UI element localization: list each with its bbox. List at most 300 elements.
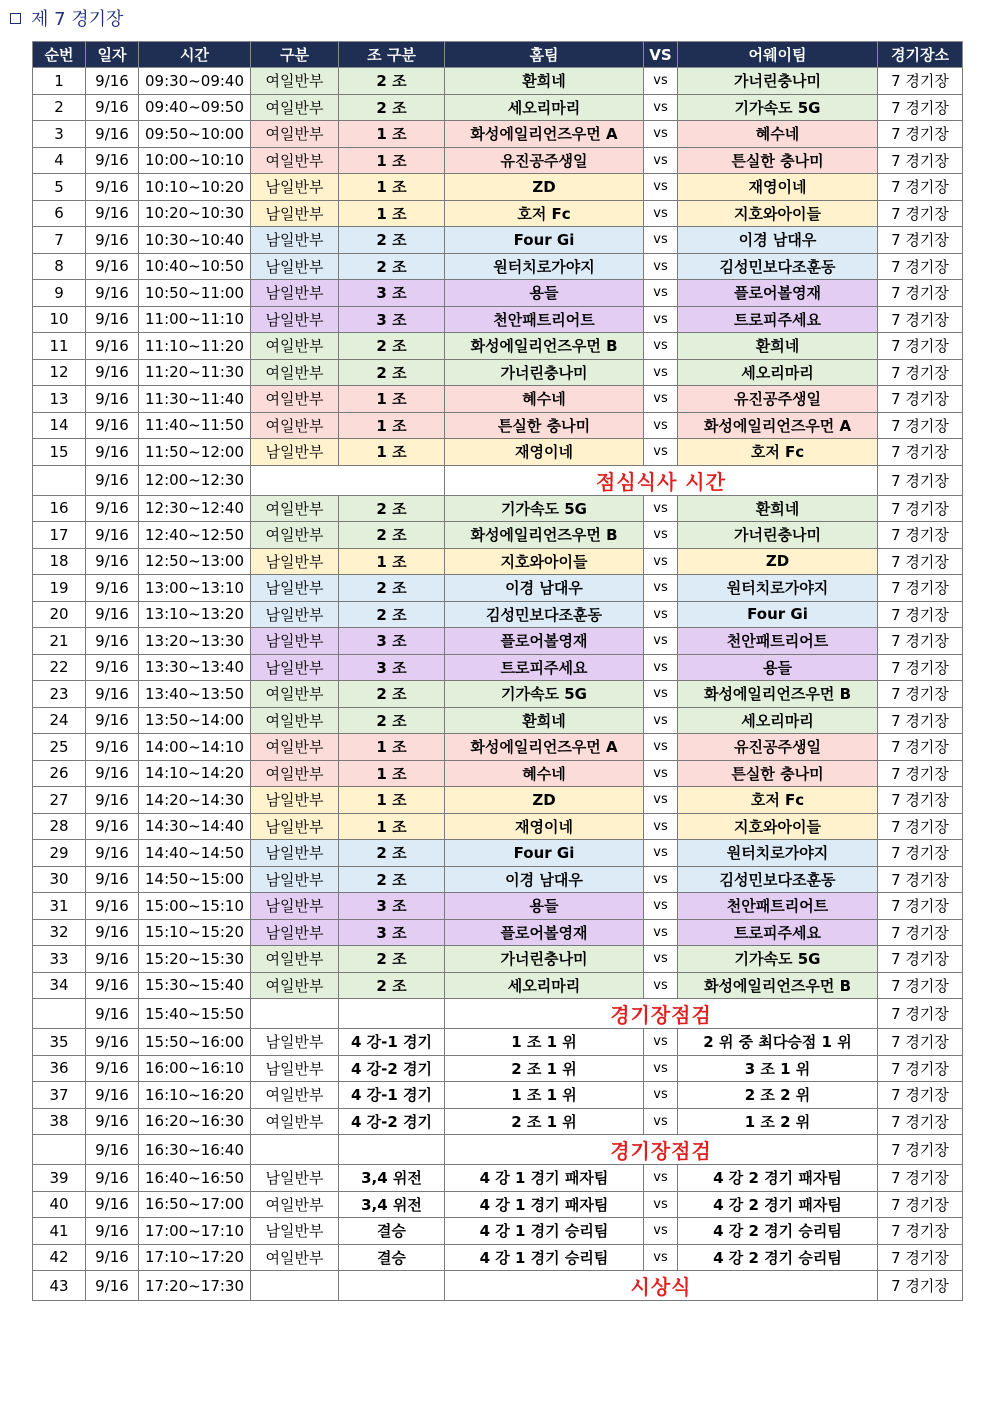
cell-group: 결승 xyxy=(339,1218,445,1245)
table-row xyxy=(33,707,963,734)
cell-group: 2 조 xyxy=(339,707,445,734)
cell-empty xyxy=(251,1135,339,1165)
cell-venue: 7 경기장 xyxy=(878,121,963,148)
cell-no: 4 xyxy=(33,147,86,174)
cell-group: 2 조 xyxy=(339,227,445,254)
cell-home: Four Gi xyxy=(445,840,644,867)
cell-time: 16:40~16:50 xyxy=(139,1165,251,1192)
break-message: 경기장점검 xyxy=(445,1135,878,1165)
cell-date: 9/16 xyxy=(86,1244,139,1271)
cell-group: 1 조 xyxy=(339,760,445,787)
cell-division: 여일반부 xyxy=(251,386,339,413)
cell-venue: 7 경기장 xyxy=(878,734,963,761)
cell-venue: 7 경기장 xyxy=(878,628,963,655)
cell-group: 1 조 xyxy=(339,734,445,761)
cell-time: 17:00~17:10 xyxy=(139,1218,251,1245)
cell-venue: 7 경기장 xyxy=(878,972,963,999)
cell-home: 이경 남대우 xyxy=(445,575,644,602)
cell-away: 4 강 2 경기 패자팀 xyxy=(678,1191,878,1218)
cell-vs: vs xyxy=(644,412,678,439)
break-row xyxy=(33,999,963,1029)
cell-vs: vs xyxy=(644,575,678,602)
cell-time: 14:30~14:40 xyxy=(139,813,251,840)
table-row xyxy=(33,1218,963,1245)
cell-group: 2 조 xyxy=(339,359,445,386)
page-title-text: 제 7 경기장 xyxy=(31,9,124,30)
cell-time: 12:00~12:30 xyxy=(139,465,251,495)
table-row xyxy=(33,227,963,254)
table-row xyxy=(33,575,963,602)
cell-time: 11:30~11:40 xyxy=(139,386,251,413)
cell-time: 15:50~16:00 xyxy=(139,1029,251,1056)
cell-home: 1 조 1 위 xyxy=(445,1029,644,1056)
cell-no: 43 xyxy=(33,1271,86,1301)
cell-home: 2 조 1 위 xyxy=(445,1108,644,1135)
header-division: 구분 xyxy=(251,42,339,68)
cell-division: 남일반부 xyxy=(251,1218,339,1245)
cell-date: 9/16 xyxy=(86,1165,139,1192)
schedule-table xyxy=(32,41,963,1301)
cell-no: 39 xyxy=(33,1165,86,1192)
cell-vs: vs xyxy=(644,787,678,814)
cell-division: 남일반부 xyxy=(251,893,339,920)
cell-home: 화성에일리언즈우먼 B xyxy=(445,333,644,360)
cell-group: 1 조 xyxy=(339,548,445,575)
cell-division: 남일반부 xyxy=(251,1029,339,1056)
cell-date: 9/16 xyxy=(86,306,139,333)
cell-date: 9/16 xyxy=(86,359,139,386)
cell-away: 세오리마리 xyxy=(678,707,878,734)
cell-away: 플로어볼영재 xyxy=(678,280,878,307)
cell-no: 26 xyxy=(33,760,86,787)
cell-venue: 7 경기장 xyxy=(878,1055,963,1082)
cell-vs: vs xyxy=(644,147,678,174)
cell-vs: vs xyxy=(644,601,678,628)
cell-away: 트로피주세요 xyxy=(678,919,878,946)
cell-away: 지호와아이들 xyxy=(678,813,878,840)
cell-group: 2 조 xyxy=(339,946,445,973)
cell-division: 남일반부 xyxy=(251,227,339,254)
cell-group: 2 조 xyxy=(339,972,445,999)
cell-division: 여일반부 xyxy=(251,121,339,148)
cell-home: 플로어볼영재 xyxy=(445,919,644,946)
cell-time: 12:40~12:50 xyxy=(139,522,251,549)
cell-away: 2 조 2 위 xyxy=(678,1082,878,1109)
cell-time: 17:10~17:20 xyxy=(139,1244,251,1271)
cell-vs: vs xyxy=(644,972,678,999)
cell-group: 3,4 위전 xyxy=(339,1165,445,1192)
cell-no: 22 xyxy=(33,654,86,681)
cell-group: 3 조 xyxy=(339,893,445,920)
cell-division: 여일반부 xyxy=(251,333,339,360)
cell-vs: vs xyxy=(644,1218,678,1245)
cell-division: 남일반부 xyxy=(251,1165,339,1192)
cell-division: 남일반부 xyxy=(251,628,339,655)
cell-venue: 7 경기장 xyxy=(878,1135,963,1165)
table-row xyxy=(33,68,963,95)
cell-away: 4 강 2 경기 패자팀 xyxy=(678,1165,878,1192)
cell-date: 9/16 xyxy=(86,1218,139,1245)
cell-venue: 7 경기장 xyxy=(878,654,963,681)
cell-date: 9/16 xyxy=(86,734,139,761)
cell-away: 원터치로가야지 xyxy=(678,840,878,867)
cell-vs: vs xyxy=(644,813,678,840)
cell-division: 여일반부 xyxy=(251,734,339,761)
cell-group: 4 강-1 경기 xyxy=(339,1082,445,1109)
cell-time: 14:00~14:10 xyxy=(139,734,251,761)
cell-group: 2 조 xyxy=(339,495,445,522)
cell-home: 혜수네 xyxy=(445,386,644,413)
cell-no: 40 xyxy=(33,1191,86,1218)
cell-home: ZD xyxy=(445,787,644,814)
cell-date: 9/16 xyxy=(86,919,139,946)
cell-empty xyxy=(251,465,445,495)
table-row xyxy=(33,94,963,121)
cell-time: 13:10~13:20 xyxy=(139,601,251,628)
cell-group: 1 조 xyxy=(339,147,445,174)
cell-no xyxy=(33,1135,86,1165)
cell-date: 9/16 xyxy=(86,681,139,708)
cell-empty xyxy=(339,999,445,1029)
cell-away: 튼실한 충나미 xyxy=(678,760,878,787)
cell-no: 9 xyxy=(33,280,86,307)
cell-date: 9/16 xyxy=(86,866,139,893)
cell-home: 튼실한 충나미 xyxy=(445,412,644,439)
cell-division: 여일반부 xyxy=(251,1108,339,1135)
cell-date: 9/16 xyxy=(86,147,139,174)
cell-vs: vs xyxy=(644,439,678,466)
table-row xyxy=(33,200,963,227)
cell-away: 4 강 2 경기 승리팀 xyxy=(678,1218,878,1245)
cell-venue: 7 경기장 xyxy=(878,813,963,840)
cell-venue: 7 경기장 xyxy=(878,412,963,439)
cell-no: 41 xyxy=(33,1218,86,1245)
cell-vs: vs xyxy=(644,840,678,867)
cell-date: 9/16 xyxy=(86,654,139,681)
table-row xyxy=(33,760,963,787)
table-row xyxy=(33,386,963,413)
table-row xyxy=(33,681,963,708)
cell-division: 여일반부 xyxy=(251,681,339,708)
cell-no xyxy=(33,465,86,495)
cell-division: 남일반부 xyxy=(251,654,339,681)
cell-home: 환희네 xyxy=(445,707,644,734)
cell-date: 9/16 xyxy=(86,813,139,840)
cell-no: 38 xyxy=(33,1108,86,1135)
cell-group: 결승 xyxy=(339,1244,445,1271)
cell-group: 3 조 xyxy=(339,654,445,681)
cell-division: 여일반부 xyxy=(251,522,339,549)
table-row xyxy=(33,121,963,148)
table-row xyxy=(33,787,963,814)
cell-time: 11:50~12:00 xyxy=(139,439,251,466)
cell-home: 재영이네 xyxy=(445,813,644,840)
cell-group: 3 조 xyxy=(339,628,445,655)
cell-time: 10:10~10:20 xyxy=(139,174,251,201)
cell-vs: vs xyxy=(644,1191,678,1218)
cell-division: 남일반부 xyxy=(251,253,339,280)
cell-no: 25 xyxy=(33,734,86,761)
cell-venue: 7 경기장 xyxy=(878,439,963,466)
cell-time: 16:10~16:20 xyxy=(139,1082,251,1109)
table-row xyxy=(33,1165,963,1192)
cell-away: 용들 xyxy=(678,654,878,681)
cell-away: 세오리마리 xyxy=(678,359,878,386)
cell-venue: 7 경기장 xyxy=(878,522,963,549)
cell-home: 화성에일리언즈우먼 B xyxy=(445,522,644,549)
cell-no: 20 xyxy=(33,601,86,628)
table-row xyxy=(33,548,963,575)
cell-vs: vs xyxy=(644,893,678,920)
cell-venue: 7 경기장 xyxy=(878,760,963,787)
break-row xyxy=(33,1135,963,1165)
cell-home: 지호와아이들 xyxy=(445,548,644,575)
cell-vs: vs xyxy=(644,654,678,681)
cell-no: 34 xyxy=(33,972,86,999)
page-title xyxy=(10,6,123,34)
cell-vs: vs xyxy=(644,306,678,333)
cell-vs: vs xyxy=(644,946,678,973)
cell-date: 9/16 xyxy=(86,1135,139,1165)
break-message: 시상식 xyxy=(445,1271,878,1301)
table-row xyxy=(33,601,963,628)
cell-away: 3 조 1 위 xyxy=(678,1055,878,1082)
cell-time: 10:20~10:30 xyxy=(139,200,251,227)
cell-venue: 7 경기장 xyxy=(878,548,963,575)
cell-venue: 7 경기장 xyxy=(878,601,963,628)
table-row xyxy=(33,1055,963,1082)
cell-away: 환희네 xyxy=(678,495,878,522)
cell-group: 1 조 xyxy=(339,412,445,439)
cell-date: 9/16 xyxy=(86,253,139,280)
cell-venue: 7 경기장 xyxy=(878,306,963,333)
cell-away: 유진공주생일 xyxy=(678,734,878,761)
cell-group: 3 조 xyxy=(339,919,445,946)
cell-vs: vs xyxy=(644,1108,678,1135)
cell-no: 35 xyxy=(33,1029,86,1056)
cell-time: 10:00~10:10 xyxy=(139,147,251,174)
cell-vs: vs xyxy=(644,227,678,254)
cell-date: 9/16 xyxy=(86,522,139,549)
cell-division: 여일반부 xyxy=(251,707,339,734)
cell-time: 14:20~14:30 xyxy=(139,787,251,814)
cell-time: 10:50~11:00 xyxy=(139,280,251,307)
cell-date: 9/16 xyxy=(86,999,139,1029)
cell-time: 09:50~10:00 xyxy=(139,121,251,148)
cell-time: 09:40~09:50 xyxy=(139,94,251,121)
header-date: 일자 xyxy=(86,42,139,68)
cell-group: 3 조 xyxy=(339,280,445,307)
table-row xyxy=(33,412,963,439)
table-row xyxy=(33,1029,963,1056)
cell-time: 14:10~14:20 xyxy=(139,760,251,787)
cell-home: Four Gi xyxy=(445,227,644,254)
cell-group: 1 조 xyxy=(339,386,445,413)
cell-home: 용들 xyxy=(445,893,644,920)
cell-home: 플로어볼영재 xyxy=(445,628,644,655)
cell-home: 화성에일리언즈우먼 A xyxy=(445,121,644,148)
cell-home: 환희네 xyxy=(445,68,644,95)
cell-venue: 7 경기장 xyxy=(878,253,963,280)
cell-away: 천안패트리어트 xyxy=(678,628,878,655)
cell-away: 호저 Fc xyxy=(678,439,878,466)
cell-vs: vs xyxy=(644,681,678,708)
cell-vs: vs xyxy=(644,333,678,360)
cell-vs: vs xyxy=(644,495,678,522)
cell-vs: vs xyxy=(644,707,678,734)
cell-away: 김성민보다조훈동 xyxy=(678,866,878,893)
cell-vs: vs xyxy=(644,1244,678,1271)
cell-date: 9/16 xyxy=(86,1082,139,1109)
cell-no: 37 xyxy=(33,1082,86,1109)
cell-away: 호저 Fc xyxy=(678,787,878,814)
cell-time: 17:20~17:30 xyxy=(139,1271,251,1301)
table-row xyxy=(33,253,963,280)
cell-no: 23 xyxy=(33,681,86,708)
cell-group: 1 조 xyxy=(339,174,445,201)
cell-no: 30 xyxy=(33,866,86,893)
header-home: 홈팀 xyxy=(445,42,644,68)
cell-venue: 7 경기장 xyxy=(878,1218,963,1245)
cell-date: 9/16 xyxy=(86,946,139,973)
cell-no: 3 xyxy=(33,121,86,148)
cell-date: 9/16 xyxy=(86,227,139,254)
cell-away: 혜수네 xyxy=(678,121,878,148)
cell-time: 11:20~11:30 xyxy=(139,359,251,386)
cell-date: 9/16 xyxy=(86,1108,139,1135)
cell-date: 9/16 xyxy=(86,601,139,628)
table-row xyxy=(33,813,963,840)
cell-venue: 7 경기장 xyxy=(878,1191,963,1218)
table-row xyxy=(33,734,963,761)
table-row xyxy=(33,495,963,522)
cell-no: 10 xyxy=(33,306,86,333)
table-row xyxy=(33,147,963,174)
cell-home: ZD xyxy=(445,174,644,201)
header-vs: VS xyxy=(644,42,678,68)
cell-away: 이경 남대우 xyxy=(678,227,878,254)
cell-time: 10:40~10:50 xyxy=(139,253,251,280)
cell-time: 16:00~16:10 xyxy=(139,1055,251,1082)
cell-division: 여일반부 xyxy=(251,1191,339,1218)
cell-group: 1 조 xyxy=(339,200,445,227)
cell-time: 15:40~15:50 xyxy=(139,999,251,1029)
cell-date: 9/16 xyxy=(86,840,139,867)
cell-no: 13 xyxy=(33,386,86,413)
cell-no: 28 xyxy=(33,813,86,840)
cell-time: 11:00~11:10 xyxy=(139,306,251,333)
cell-group: 1 조 xyxy=(339,439,445,466)
cell-division: 여일반부 xyxy=(251,1082,339,1109)
cell-venue: 7 경기장 xyxy=(878,575,963,602)
cell-date: 9/16 xyxy=(86,548,139,575)
cell-vs: vs xyxy=(644,174,678,201)
cell-venue: 7 경기장 xyxy=(878,707,963,734)
cell-away: 화성에일리언즈우먼 A xyxy=(678,412,878,439)
cell-home: 원터치로가야지 xyxy=(445,253,644,280)
cell-away: 지호와아이들 xyxy=(678,200,878,227)
cell-division: 남일반부 xyxy=(251,919,339,946)
cell-vs: vs xyxy=(644,68,678,95)
cell-vs: vs xyxy=(644,919,678,946)
cell-no: 32 xyxy=(33,919,86,946)
cell-away: 김성민보다조훈동 xyxy=(678,253,878,280)
cell-date: 9/16 xyxy=(86,174,139,201)
cell-venue: 7 경기장 xyxy=(878,465,963,495)
cell-time: 15:00~15:10 xyxy=(139,893,251,920)
cell-group: 4 강-1 경기 xyxy=(339,1029,445,1056)
cell-home: 호저 Fc xyxy=(445,200,644,227)
cell-group: 2 조 xyxy=(339,575,445,602)
cell-time: 13:00~13:10 xyxy=(139,575,251,602)
cell-venue: 7 경기장 xyxy=(878,359,963,386)
cell-vs: vs xyxy=(644,548,678,575)
cell-date: 9/16 xyxy=(86,1029,139,1056)
cell-away: 기가속도 5G xyxy=(678,94,878,121)
cell-venue: 7 경기장 xyxy=(878,1271,963,1301)
cell-division: 여일반부 xyxy=(251,760,339,787)
cell-away: 트로피주세요 xyxy=(678,306,878,333)
cell-venue: 7 경기장 xyxy=(878,866,963,893)
break-message: 경기장점검 xyxy=(445,999,878,1029)
cell-away: 원터치로가야지 xyxy=(678,575,878,602)
schedule-body xyxy=(33,68,963,1301)
cell-vs: vs xyxy=(644,734,678,761)
cell-venue: 7 경기장 xyxy=(878,386,963,413)
cell-no: 21 xyxy=(33,628,86,655)
cell-no xyxy=(33,999,86,1029)
cell-date: 9/16 xyxy=(86,439,139,466)
cell-time: 09:30~09:40 xyxy=(139,68,251,95)
cell-no: 24 xyxy=(33,707,86,734)
cell-time: 15:30~15:40 xyxy=(139,972,251,999)
cell-away: Four Gi xyxy=(678,601,878,628)
cell-venue: 7 경기장 xyxy=(878,333,963,360)
cell-group: 1 조 xyxy=(339,813,445,840)
cell-home: 기가속도 5G xyxy=(445,495,644,522)
cell-date: 9/16 xyxy=(86,893,139,920)
table-row xyxy=(33,866,963,893)
table-row xyxy=(33,306,963,333)
cell-home: 재영이네 xyxy=(445,439,644,466)
cell-division: 남일반부 xyxy=(251,813,339,840)
cell-no: 16 xyxy=(33,495,86,522)
cell-date: 9/16 xyxy=(86,412,139,439)
cell-no: 42 xyxy=(33,1244,86,1271)
square-bullet-icon xyxy=(10,13,21,24)
cell-venue: 7 경기장 xyxy=(878,893,963,920)
cell-division: 여일반부 xyxy=(251,94,339,121)
cell-group: 4 강-2 경기 xyxy=(339,1055,445,1082)
cell-no: 19 xyxy=(33,575,86,602)
cell-time: 13:50~14:00 xyxy=(139,707,251,734)
table-row xyxy=(33,628,963,655)
cell-division: 여일반부 xyxy=(251,946,339,973)
cell-no: 27 xyxy=(33,787,86,814)
cell-away: 1 조 2 위 xyxy=(678,1108,878,1135)
cell-home: 세오리마리 xyxy=(445,94,644,121)
table-row xyxy=(33,333,963,360)
cell-division: 여일반부 xyxy=(251,68,339,95)
cell-time: 14:40~14:50 xyxy=(139,840,251,867)
cell-date: 9/16 xyxy=(86,386,139,413)
header-group: 조 구분 xyxy=(339,42,445,68)
cell-division: 여일반부 xyxy=(251,1244,339,1271)
cell-division: 남일반부 xyxy=(251,866,339,893)
cell-vs: vs xyxy=(644,1055,678,1082)
cell-vs: vs xyxy=(644,1029,678,1056)
cell-date: 9/16 xyxy=(86,94,139,121)
